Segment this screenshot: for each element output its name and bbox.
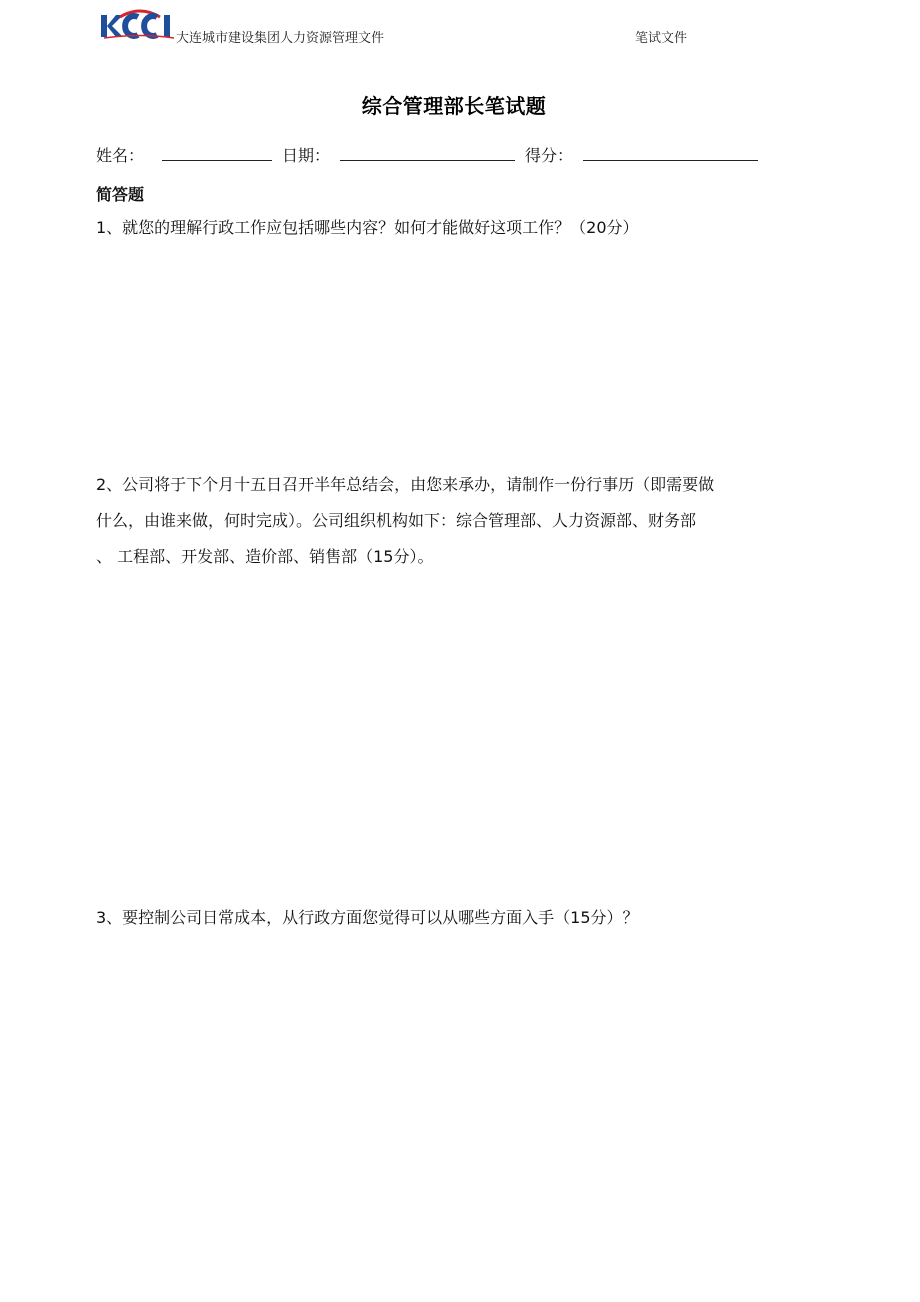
question-2 [96,467,821,575]
question-2-line-2: 什么，由谁来做，何时完成）。公司组织机构如下：综合管理部、人力资源部、财务部 [96,511,697,530]
score-label: 得分： [525,146,574,165]
question-2-line-1: 2、公司将于下个月十五日召开半年总结会，由您来承办，请制作一份行事历（即需要做 [96,475,715,494]
header-company-doc: 大连城市建设集团人力资源管理文件 [176,31,385,46]
date-label: 日期： [282,146,331,165]
score-blank[interactable] [583,143,758,161]
question-3: 3、要控制公司日常成本，从行政方面您觉得可以从哪些方面入手（15分）？ [96,908,639,927]
name-label: 姓名： [96,146,145,165]
header-doc-type: 笔试文件 [635,31,688,46]
name-blank[interactable] [162,143,272,161]
company-logo [100,9,176,39]
section-title: 简答题 [96,185,145,204]
date-blank[interactable] [340,143,515,161]
question-2-line-3: 、 工程部、开发部、造价部、销售部（15分）。 [96,547,434,566]
page-title: 综合管理部长笔试题 [361,94,547,118]
info-line [96,143,758,166]
question-1: 1、就您的理解行政工作应包括哪些内容？如何才能做好这项工作？（20分） [96,218,639,237]
